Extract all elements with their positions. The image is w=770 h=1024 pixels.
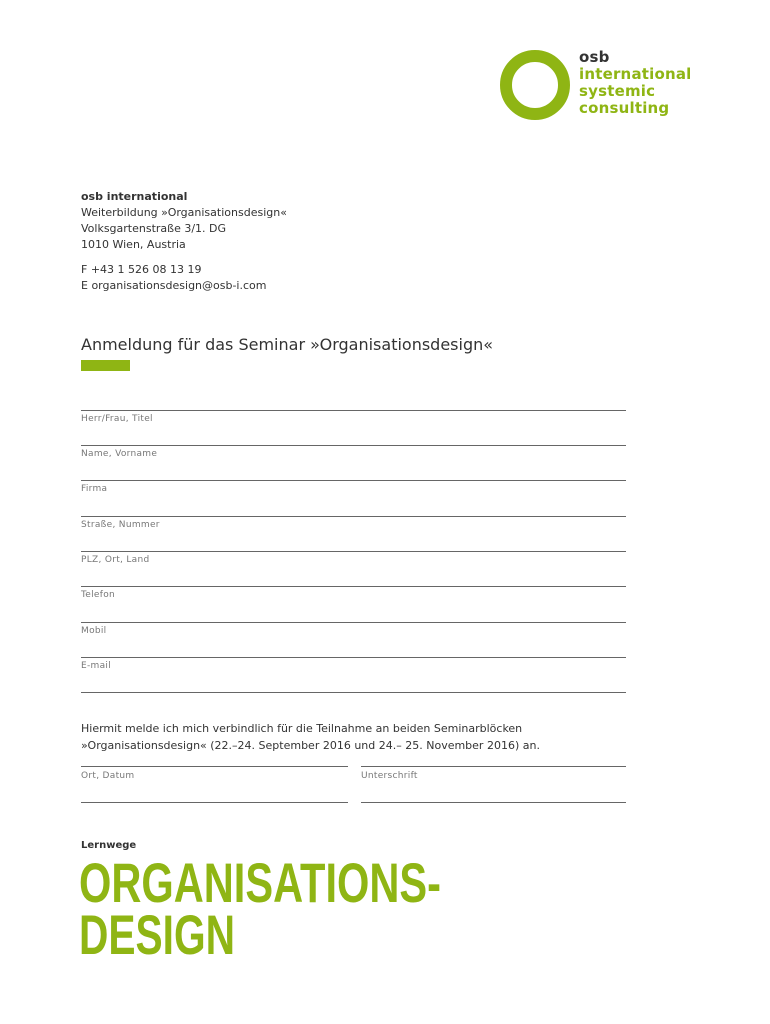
place-date-input-line[interactable]: [81, 802, 348, 803]
program-title-line-1: ORGANISATIONS-: [79, 851, 441, 914]
place-date-label: Ort, Datum: [81, 771, 135, 781]
field-line-email[interactable]: [81, 657, 626, 658]
address-program: Weiterbildung »Organisationsdesign«: [81, 206, 287, 219]
logo-line-3: consulting: [579, 99, 670, 117]
contact-email: E organisationsdesign@osb-i.com: [81, 279, 267, 292]
field-line-company[interactable]: [81, 480, 626, 481]
program-title-line-2: DESIGN: [79, 903, 235, 966]
address-company: osb international: [81, 190, 188, 203]
field-line-title[interactable]: [81, 410, 626, 411]
place-date-line-top: [81, 766, 348, 767]
field-label-title: Herr/Frau, Titel: [81, 414, 153, 424]
address-city: 1010 Wien, Austria: [81, 238, 186, 251]
field-line-zip-city[interactable]: [81, 551, 626, 552]
field-label-company: Firma: [81, 484, 108, 494]
field-line-mobile[interactable]: [81, 622, 626, 623]
field-label-name: Name, Vorname: [81, 449, 158, 459]
field-line-street[interactable]: [81, 516, 626, 517]
program-title: [79, 851, 479, 966]
series-kicker: Lernwege: [81, 840, 137, 851]
confirmation-line-1: Hiermit melde ich mich verbindlich für die Teilnahme an beiden Seminarblöcken: [81, 722, 523, 735]
field-label-mobile: Mobil: [81, 626, 107, 636]
address-street: Volksgartenstraße 3/1. DG: [81, 222, 227, 235]
logo: [579, 49, 692, 117]
field-line-name[interactable]: [81, 445, 626, 446]
field-line-phone[interactable]: [81, 586, 626, 587]
field-label-zip-city: PLZ, Ort, Land: [81, 555, 150, 565]
confirmation-line-2: »Organisationsdesign« (22.–24. September 2016 und 24.– 25. November 2016) an.: [81, 739, 540, 752]
logo-ring: [500, 50, 570, 120]
field-label-phone: Telefon: [81, 590, 116, 600]
heading-accent-bar: [81, 360, 130, 371]
logo-brand: osb: [579, 48, 610, 66]
signature-input-line[interactable]: [361, 802, 626, 803]
address-block: [81, 189, 287, 253]
contact-fax: F +43 1 526 08 13 19: [81, 263, 202, 276]
logo-line-2: systemic: [579, 82, 656, 100]
contact-block: [81, 262, 266, 294]
field-line-email-entry[interactable]: [81, 692, 626, 693]
signature-line-top: [361, 766, 626, 767]
confirmation-text: [81, 720, 540, 754]
form-heading: Anmeldung für das Seminar »Organisationsdesign«: [81, 335, 494, 354]
signature-label: Unterschrift: [361, 771, 418, 781]
field-label-street: Straße, Nummer: [81, 520, 160, 530]
field-label-email: E-mail: [81, 661, 112, 671]
logo-line-1: international: [579, 65, 692, 83]
